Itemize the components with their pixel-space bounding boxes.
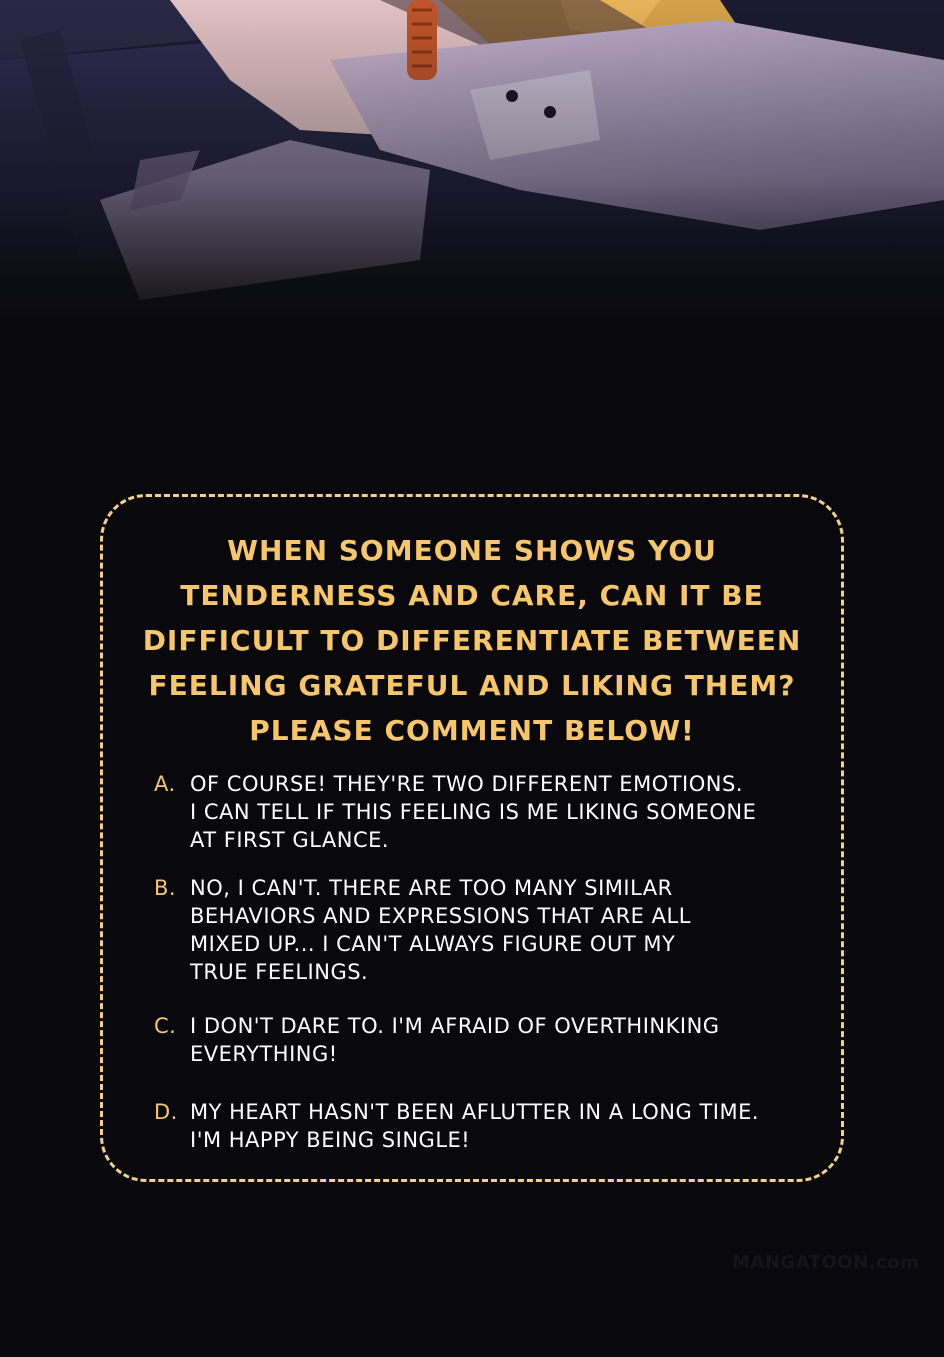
option-text-line: OF COURSE! THEY'RE TWO DIFFERENT EMOTIONS. <box>190 772 743 796</box>
comic-art-panel <box>0 0 944 330</box>
poll-option-c <box>154 1012 824 1068</box>
option-text-line: TRUE FEELINGS. <box>190 960 369 984</box>
option-text-line: I DON'T DARE TO. I'M AFRAID OF OVERTHINKING <box>190 1014 720 1038</box>
poll-question-line: TENDERNESS AND CARE, CAN IT BE <box>180 579 764 612</box>
option-letter: A. <box>154 772 176 796</box>
option-text-line: I CAN TELL IF THIS FEELING IS ME LIKING SOMEONE <box>190 800 757 824</box>
poll-question-line: DIFFICULT TO DIFFERENTIATE BETWEEN <box>142 624 802 657</box>
option-text-line: MIXED UP... I CAN'T ALWAYS FIGURE OUT MY <box>190 932 676 956</box>
poll-options <box>154 770 824 1154</box>
option-text-line: NO, I CAN'T. THERE ARE TOO MANY SIMILAR <box>190 876 673 900</box>
poll-question <box>0 528 944 753</box>
option-text-line: MY HEART HASN'T BEEN AFLUTTER IN A LONG TIME. <box>190 1100 760 1124</box>
option-text-line: BEHAVIORS AND EXPRESSIONS THAT ARE ALL <box>190 904 691 928</box>
option-letter: C. <box>154 1014 177 1038</box>
option-letter: D. <box>154 1100 178 1124</box>
poll-option-b <box>154 874 824 986</box>
watermark: MANGATOON.com <box>732 1252 920 1273</box>
option-text-line: AT FIRST GLANCE. <box>190 828 390 852</box>
option-letter: B. <box>154 876 177 900</box>
poll-question-line: WHEN SOMEONE SHOWS YOU <box>227 534 717 567</box>
poll-option-d <box>154 1098 824 1154</box>
comic-illustration <box>0 0 944 330</box>
poll-question-line: PLEASE COMMENT BELOW! <box>249 714 695 747</box>
option-text-line: I'M HAPPY BEING SINGLE! <box>190 1128 471 1152</box>
option-text-line: EVERYTHING! <box>190 1042 338 1066</box>
poll-option-a <box>154 770 824 854</box>
poll-question-line: FEELING GRATEFUL AND LIKING THEM? <box>148 669 796 702</box>
